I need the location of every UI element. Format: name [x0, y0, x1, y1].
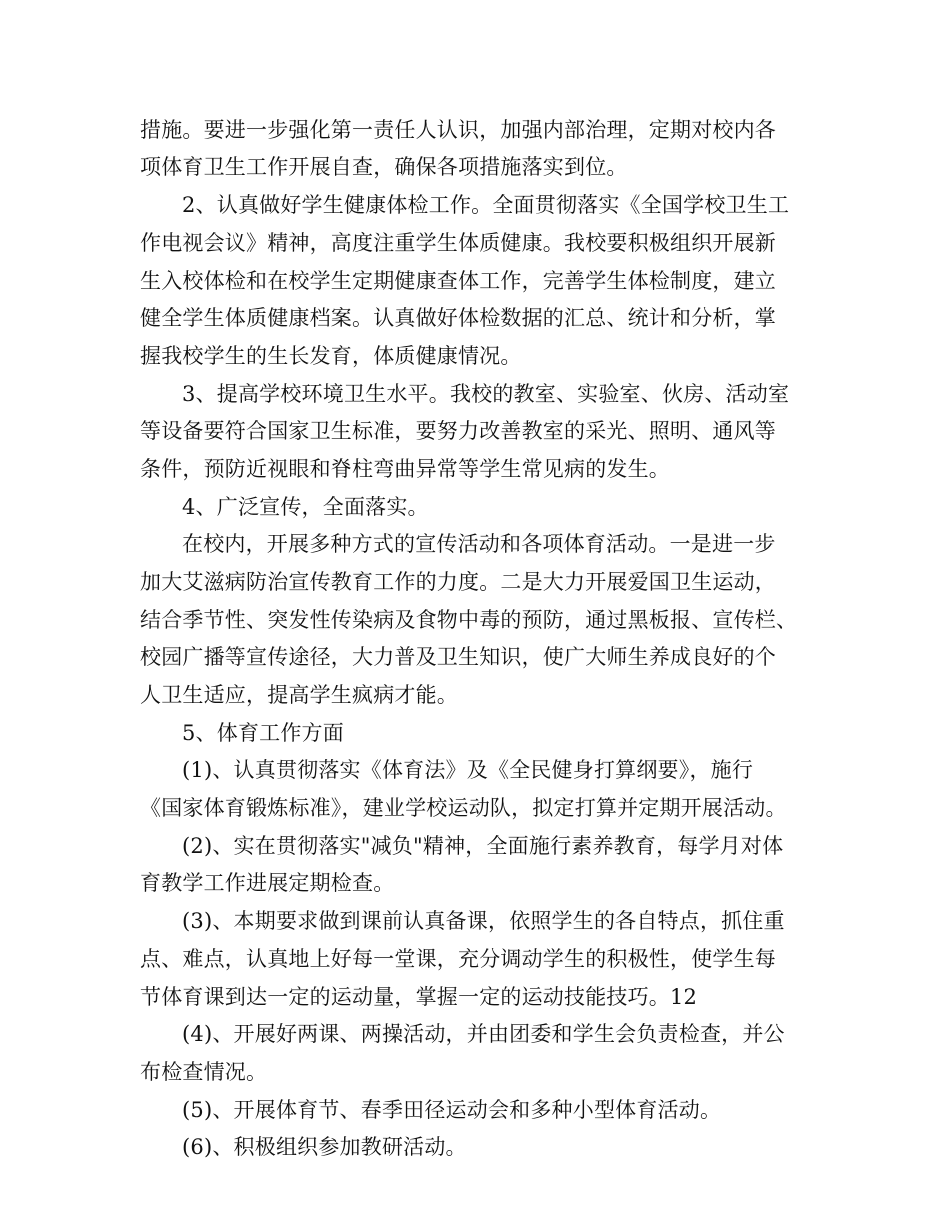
- text-line: 2、认真做好学生健康体检工作。全面贯彻落实《全国学校卫生工: [182, 193, 790, 217]
- text-line: 点、难点，认真地上好每一堂课，充分调动学生的积极性，使学生每: [140, 947, 776, 971]
- text-line: 人卫生适应，提高学生疯病才能。: [140, 683, 458, 707]
- text-line: 措施。要进一步强化第一责任人认识，加强内部治理，定期对校内各: [140, 118, 776, 142]
- text-line: 节体育课到达一定的运动量，掌握一定的运动技能技巧。12: [140, 985, 698, 1009]
- text-line: (5)、开展体育节、春季田径运动会和多种小型体育活动。: [182, 1098, 722, 1122]
- text-line: 生入校体检和在校学生定期健康查体工作，完善学生体检制度，建立: [140, 269, 776, 293]
- text-line: 育教学工作进展定期检查。: [140, 871, 395, 895]
- text-line: 握我校学生的生长发育，体质健康情况。: [140, 344, 522, 368]
- text-line: 作电视会议》精神，高度注重学生体质健康。我校要积极组织开展新: [140, 231, 776, 255]
- text-line: 3、提高学校环境卫生水平。我校的教室、实验室、伙房、活动室: [182, 382, 790, 406]
- text-line: 《国家体育锻炼标准》，建业学校运动队，拟定打算并定期开展活动。: [140, 796, 787, 820]
- text-line: (2)、实在贯彻落实"减负"精神，全面施行素养教育，每学月对体: [182, 834, 784, 858]
- text-line: 在校内，开展多种方式的宣传活动和各项体育活动。一是进一步: [182, 532, 776, 556]
- text-line: 项体育卫生工作开展自查，确保各项措施落实到位。: [140, 155, 628, 179]
- text-line: 校园广播等宣传途径，大力普及卫生知识，使广大师生养成良好的个: [140, 645, 776, 669]
- text-line: 布检查情况。: [140, 1060, 268, 1084]
- text-line: (1)、认真贯彻落实《体育法》及《全民健身打算纲要》，施行: [182, 758, 754, 782]
- text-line: 条件，预防近视眼和脊柱弯曲异常等学生常见病的发生。: [140, 457, 670, 481]
- text-line: (4)、开展好两课、两操活动，并由团委和学生会负责检查，并公: [182, 1022, 785, 1046]
- text-line: (3)、本期要求做到课前认真备课，依照学生的各自特点，抓住重: [182, 909, 785, 933]
- text-line: 4、广泛宣传，全面落实。: [182, 495, 429, 519]
- text-line: 结合季节性、突发性传染病及食物中毒的预防，通过黑板报、宣传栏、: [140, 608, 798, 632]
- text-line: 5、体育工作方面: [182, 721, 344, 745]
- text-line: 等设备要符合国家卫生标准，要努力改善教室的采光、照明、通风等: [140, 419, 776, 443]
- text-line: 健全学生体质健康档案。认真做好体检数据的汇总、统计和分析，掌: [140, 306, 776, 330]
- text-line: 加大艾滋病防治宣传教育工作的力度。二是大力开展爱国卫生运动，: [140, 570, 776, 594]
- text-line: (6)、积极组织参加教研活动。: [182, 1135, 467, 1159]
